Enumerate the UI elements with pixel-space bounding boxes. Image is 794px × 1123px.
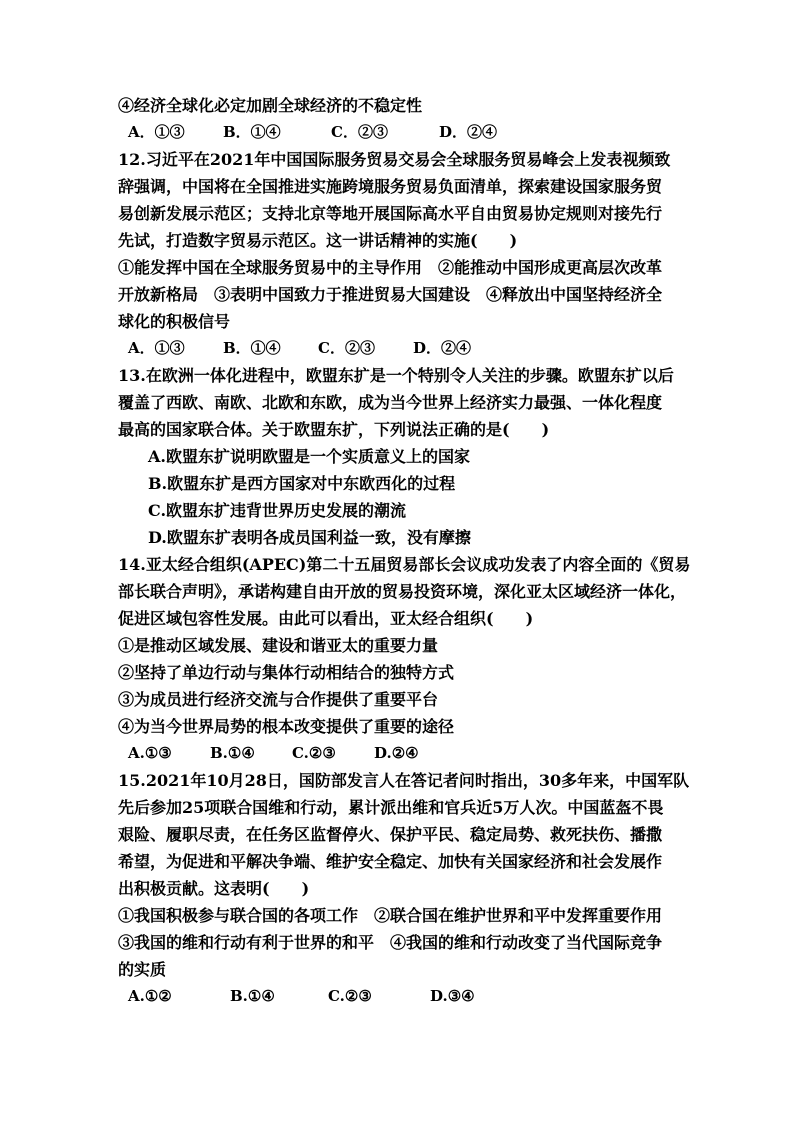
question-content [118, 92, 691, 1010]
q14-options [118, 740, 678, 767]
q14-stem-line-2: 部长联合声明》，承诺构建自由开放的贸易投资环境，深化亚太区域经济一体化， [118, 582, 687, 601]
q15-stem-line-2: 先后参加25项联合国维和行动，累计派出维和官兵近5万人次。中国蓝盔不畏 [118, 798, 664, 817]
q13-choice-c[interactable]: C.欧盟东扩违背世界历史发展的潮流 [148, 501, 407, 520]
q11-option-d[interactable]: D．②④ [439, 123, 498, 141]
q14-option-c[interactable]: C.②③ [292, 744, 336, 762]
q14-statement-4: ④为当今世界局势的根本改变提供了重要的途径 [118, 717, 455, 736]
q11-options [118, 119, 678, 146]
q15-option-a[interactable]: A.①② [128, 987, 172, 1005]
q12-statement-line-1: ①能发挥中国在全球服务贸易中的主导作用 ②能推动中国形成更高层次改革 [118, 258, 663, 277]
q15-stem-line-4: 希望，为促进和平解决争端、维护安全稳定、加快有关国家经济和社会发展作 [118, 852, 663, 871]
q15-option-b[interactable]: B.①④ [230, 987, 275, 1005]
q14-option-a[interactable]: A.①③ [128, 744, 172, 762]
q13-choice-a[interactable]: A.欧盟东扩说明欧盟是一个实质意义上的国家 [148, 447, 470, 466]
q15-option-d[interactable]: D.③④ [430, 987, 475, 1005]
q15-statement-line-2: ③我国的维和行动有利于世界的和平 ④我国的维和行动改变了当代国际竞争 [118, 933, 663, 952]
q12-stem-line-4: 先试，打造数字贸易示范区。这一讲话精神的实施( ) [118, 231, 518, 250]
q12-statement-line-3: 球化的积极信号 [118, 312, 231, 331]
q12-stem-line-1: 12.习近平在2021年中国国际服务贸易交易会全球服务贸易峰会上发表视频致 [118, 150, 671, 169]
q13-stem-line-3: 最高的国家联合体。关于欧盟东扩，下列说法正确的是( ) [118, 420, 550, 439]
q12-stem-line-3: 易创新发展示范区；支持北京等地开展国际高水平自由贸易协定规则对接先行 [118, 204, 663, 223]
q11-option-b[interactable]: B．①④ [223, 123, 281, 141]
q15-stem-line-3: 艰险、履职尽责，在任务区监督停火、保护平民、稳定局势、救死扶伤、播撒 [118, 825, 663, 844]
q15-option-c[interactable]: C.②③ [328, 987, 372, 1005]
q15-options [118, 983, 678, 1010]
q11-option-c[interactable]: C．②③ [331, 123, 388, 141]
q14-option-b[interactable]: B.①④ [210, 744, 255, 762]
q12-option-c[interactable]: C．②③ [318, 339, 375, 357]
q13-choice-b[interactable]: B.欧盟东扩是西方国家对中东欧西化的过程 [148, 474, 456, 493]
q14-statement-2: ②坚持了单边行动与集体行动相结合的独特方式 [118, 663, 455, 682]
q12-statement-line-2: 开放新格局 ③表明中国致力于推进贸易大国建设 ④释放出中国坚持经济全 [118, 285, 663, 304]
q12-stem-line-2: 辞强调，中国将在全国推进实施跨境服务贸易负面清单，探索建设国家服务贸 [118, 177, 663, 196]
q13-stem-line-2: 覆盖了西欧、南欧、北欧和东欧，成为当今世界上经济实力最强、一体化程度 [118, 393, 663, 412]
q13-stem-line-1: 13.在欧洲一体化进程中，欧盟东扩是一个特别令人关注的步骤。欧盟东扩以后 [118, 366, 674, 385]
q13-choice-d[interactable]: D.欧盟东扩表明各成员国利益一致，没有摩擦 [148, 528, 471, 547]
q12-option-d[interactable]: D．②④ [413, 339, 472, 357]
q14-stem-line-3: 促进区域包容性发展。由此可以看出，亚太经合组织( ) [118, 609, 534, 628]
q12-options [118, 335, 678, 362]
q15-statement-line-3: 的实质 [118, 960, 167, 979]
q11-statement-4: ④经济全球化必定加剧全球经济的不稳定性 [118, 96, 423, 115]
q14-stem-line-1: 14.亚太经合组织(APEC)第二十五届贸易部长会议成功发表了内容全面的《贸易 [118, 555, 691, 574]
q15-statement-line-1: ①我国积极参与联合国的各项工作 ②联合国在维护世界和平中发挥重要作用 [118, 906, 663, 925]
q15-stem-line-5: 出积极贡献。这表明( ) [118, 879, 310, 898]
q12-option-a[interactable]: A．①③ [128, 339, 185, 357]
q11-option-a[interactable]: A．①③ [128, 123, 185, 141]
q12-option-b[interactable]: B．①④ [223, 339, 281, 357]
q14-statement-3: ③为成员进行经济交流与合作提供了重要平台 [118, 690, 439, 709]
q14-statement-1: ①是推动区域发展、建设和谐亚太的重要力量 [118, 636, 439, 655]
q14-option-d[interactable]: D.②④ [374, 744, 419, 762]
q15-stem-line-1: 15.2021年10月28日，国防部发言人在答记者问时指出，30多年来，中国军队 [118, 771, 690, 790]
